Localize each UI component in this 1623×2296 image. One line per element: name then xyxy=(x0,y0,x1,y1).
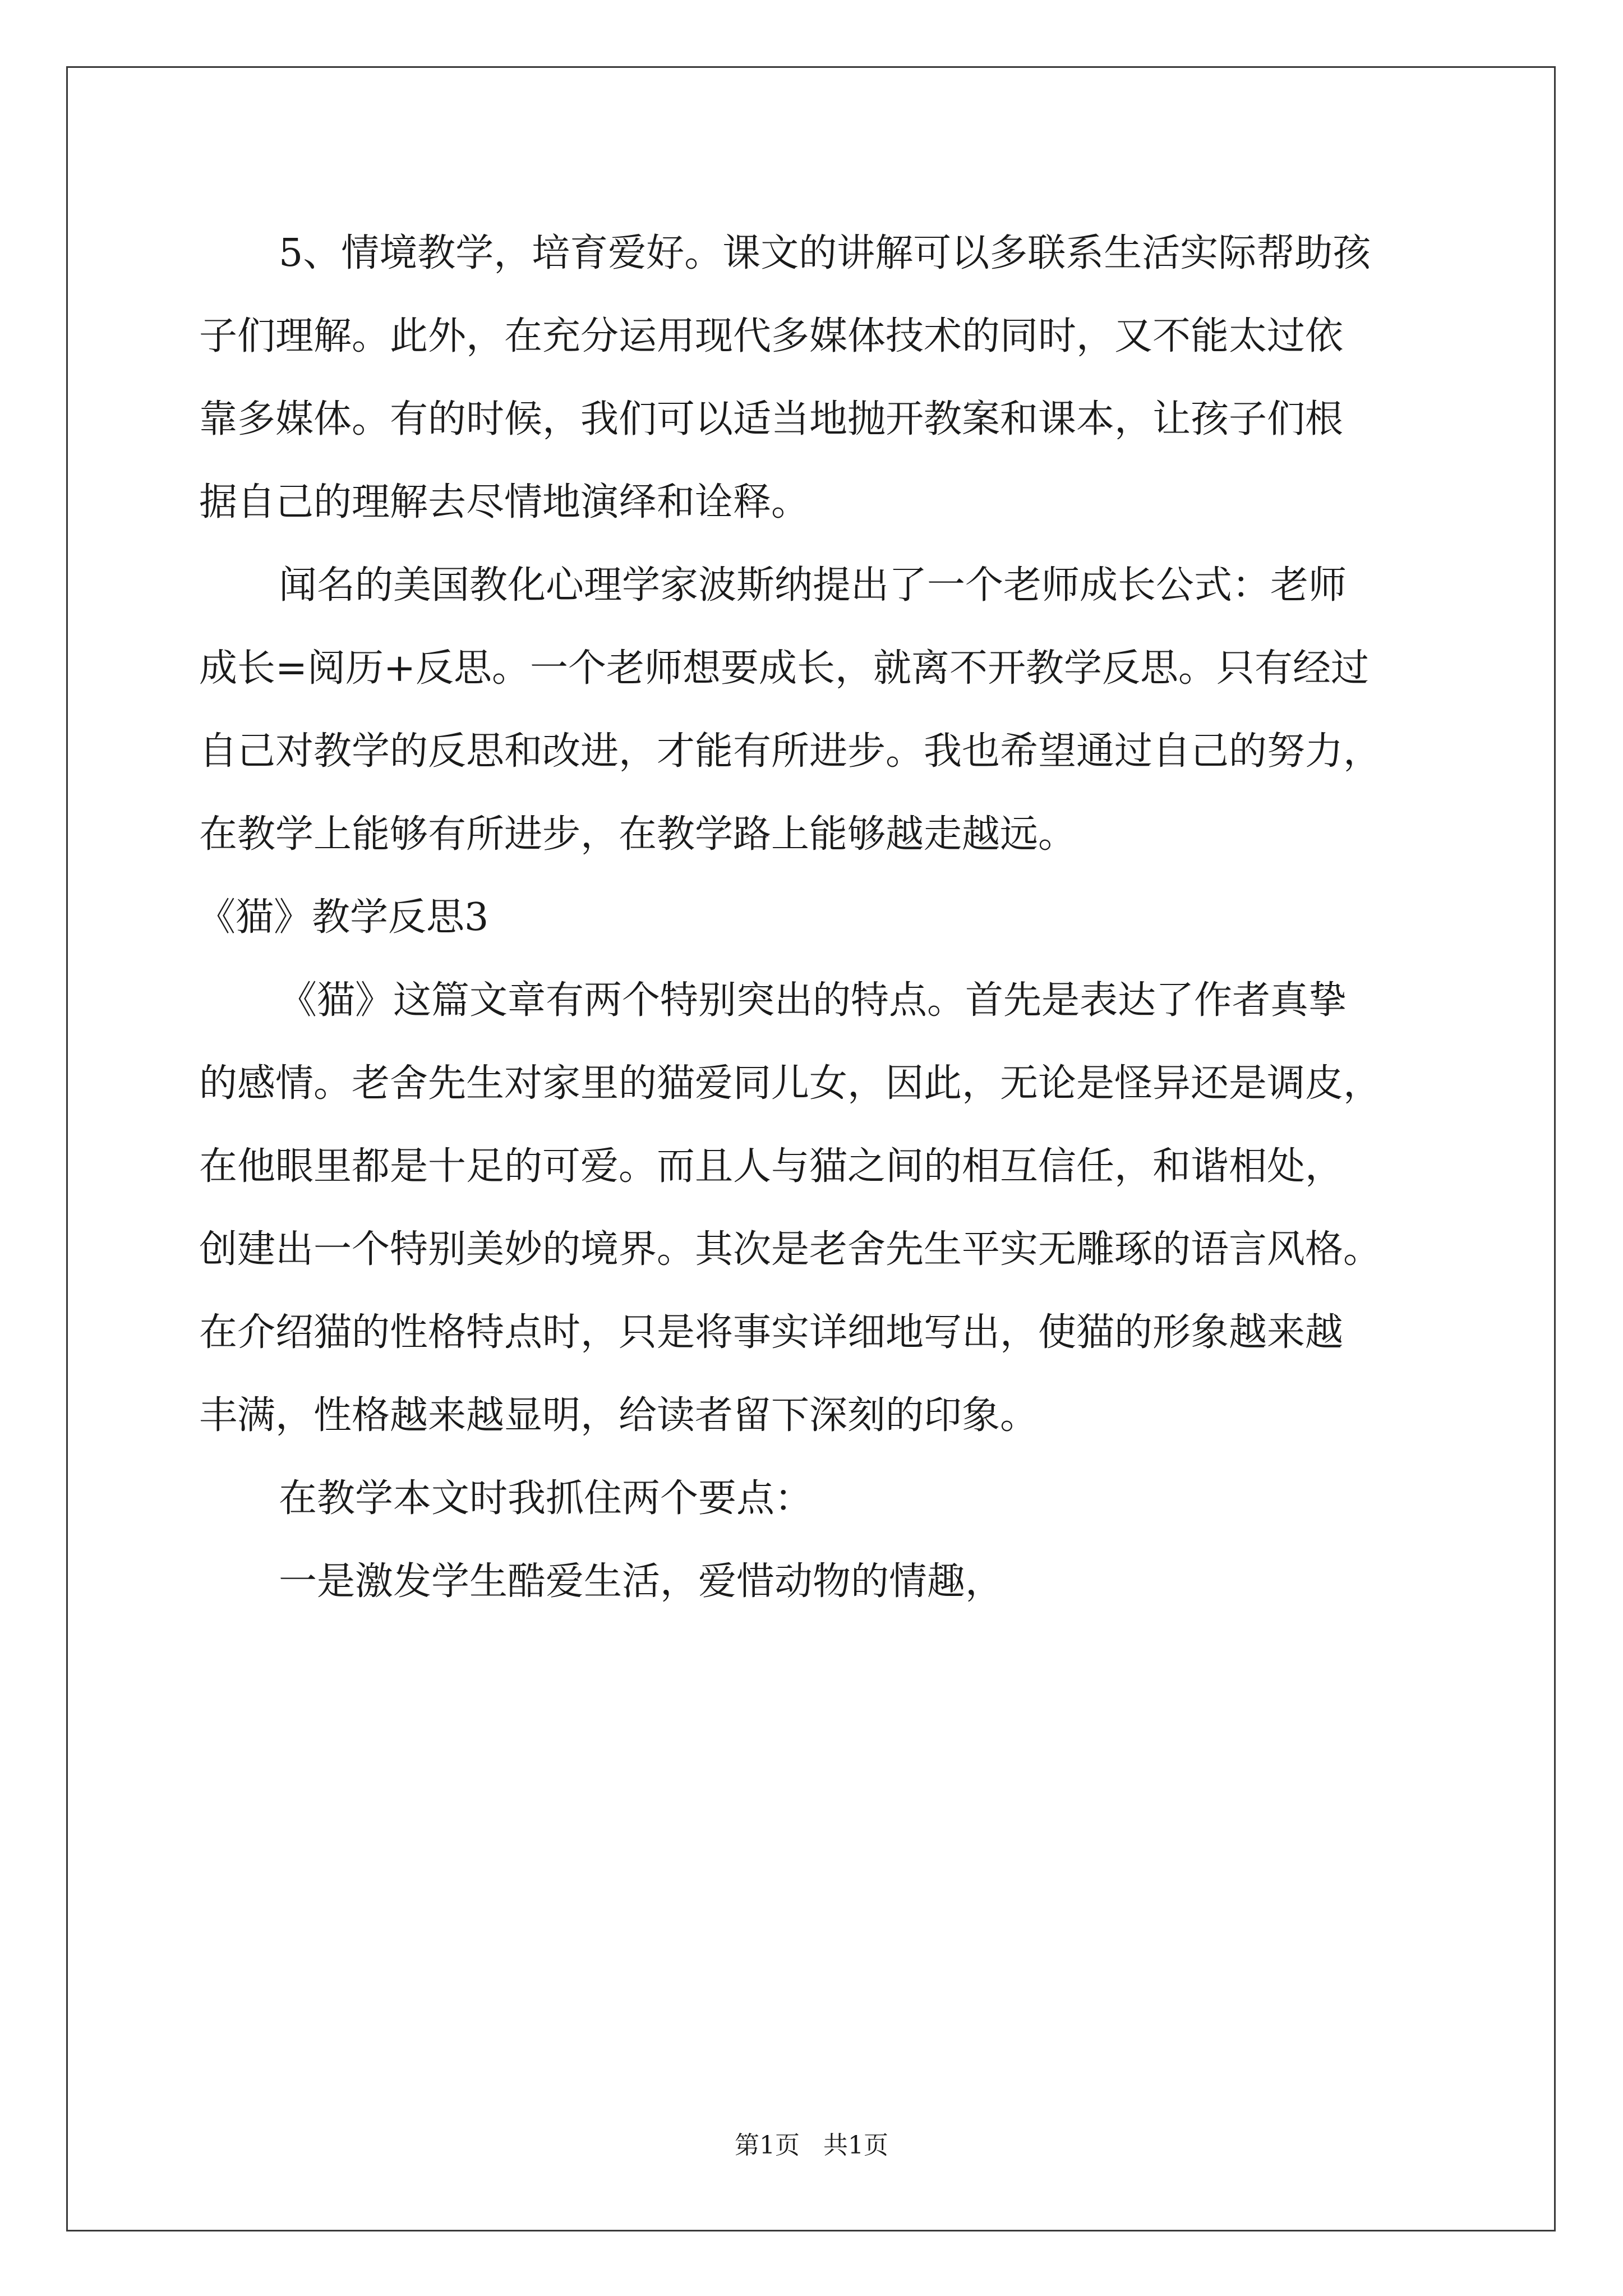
paragraph-line: 在他眼里都是十足的可爱。而且人与猫之间的相互信任，和谐相处， xyxy=(199,1144,1344,1189)
section-title: 《猫》教学反思3 xyxy=(197,895,489,940)
paragraph-line: 在介绍猫的性格特点时，只是将事实详细地写出，使猫的形象越来越 xyxy=(199,1310,1344,1355)
paragraph-line: 在教学上能够有所进步，在教学路上能够越走越远。 xyxy=(199,812,1077,857)
document-body xyxy=(199,212,1433,1623)
paragraph-line: 靠多媒体。有的时候，我们可以适当地抛开教案和课本，让孩子们根 xyxy=(199,397,1344,441)
page-number: 第1页 xyxy=(735,2131,800,2160)
paragraph-line: 成长=阅历+反思。一个老师想要成长，就离不开教学反思。只有经过 xyxy=(199,646,1369,691)
paragraph-line: 5、情境教学，培育爱好。课文的讲解可以多联系生活实际帮助孩 xyxy=(279,231,1371,275)
paragraph-line: 自己对教学的反思和改进，才能有所进步。我也希望通过自己的努力， xyxy=(199,729,1382,774)
paragraph-line: 在教学本文时我抓住两个要点： xyxy=(279,1476,813,1521)
paragraph-line: 丰满，性格越来越显明，给读者留下深刻的印象。 xyxy=(199,1393,1039,1438)
paragraph-line: 闻名的美国教化心理学家波斯纳提出了一个老师成长公式：老师 xyxy=(279,563,1347,608)
paragraph-line: 一是激发学生酷爱生活，爱惜动物的情趣， xyxy=(279,1559,1004,1604)
paragraph-line: 子们理解。此外，在充分运用现代多媒体技术的同时，又不能太过依 xyxy=(199,314,1344,358)
paragraph-line: 的感情。老舍先生对家里的猫爱同儿女，因此，无论是怪异还是调皮， xyxy=(199,1061,1382,1106)
paragraph-line: 《猫》这篇文章有两个特别突出的特点。首先是表达了作者真挚 xyxy=(279,978,1347,1023)
page-total: 共1页 xyxy=(823,2131,888,2160)
paragraph-line: 创建出一个特别美妙的境界。其次是老舍先生平实无雕琢的语言风格。 xyxy=(199,1227,1382,1272)
page-footer xyxy=(0,2129,1623,2162)
paragraph-line: 据自己的理解去尽情地演绎和诠释。 xyxy=(199,480,810,524)
